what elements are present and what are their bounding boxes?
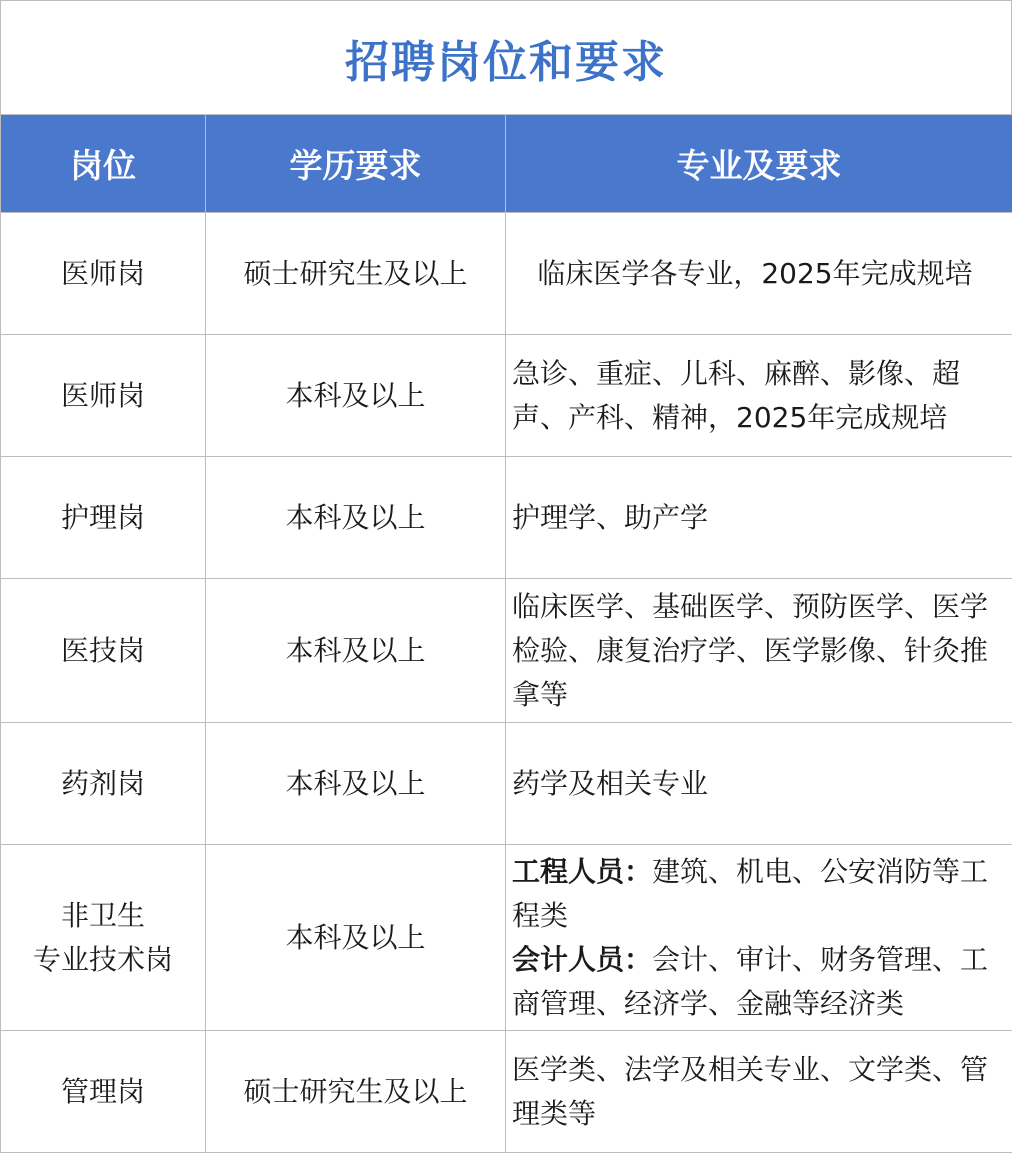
major-cell [506,845,1012,1031]
major-cell: 药学及相关专业 [506,723,1012,845]
education-cell: 本科及以上 [206,579,506,723]
engineering-requirement [512,850,998,938]
post-cell: 护理岗 [1,457,206,579]
header-education: 学历要求 [206,115,506,213]
education-cell: 硕士研究生及以上 [206,1031,506,1153]
post-line: 非卫生 [2,894,204,938]
recruitment-table [0,114,1012,1153]
education-cell: 本科及以上 [206,457,506,579]
post-cell [1,845,206,1031]
engineering-text: 建筑、机电、公安消防等工程类 [512,855,988,932]
post-cell: 药剂岗 [1,723,206,845]
table-row [1,845,1012,1031]
header-post: 岗位 [1,115,206,213]
table-row [1,1031,1012,1153]
header-major: 专业及要求 [506,115,1012,213]
major-cell: 临床医学各专业，2025年完成规培 [506,213,1012,335]
accounting-text: 会计、审计、财务管理、工商管理、经济学、金融等经济类 [512,943,988,1020]
table-header [1,115,1012,213]
title-bar [0,0,1012,114]
education-cell: 本科及以上 [206,845,506,1031]
table-row [1,335,1012,457]
post-cell: 管理岗 [1,1031,206,1153]
major-cell: 医学类、法学及相关专业、文学类、管理类等 [506,1031,1012,1153]
major-cell: 急诊、重症、儿科、麻醉、影像、超声、产科、精神，2025年完成规培 [506,335,1012,457]
engineering-label: 工程人员： [512,855,652,888]
table-row [1,213,1012,335]
major-cell: 护理学、助产学 [506,457,1012,579]
table-row [1,579,1012,723]
accounting-requirement [512,938,998,1026]
post-cell: 医师岗 [1,213,206,335]
accounting-label: 会计人员： [512,943,652,976]
education-cell: 硕士研究生及以上 [206,213,506,335]
table-body [1,213,1012,1153]
header-row [1,115,1012,213]
table-row [1,723,1012,845]
education-cell: 本科及以上 [206,723,506,845]
post-cell: 医技岗 [1,579,206,723]
page-title: 招聘岗位和要求 [345,26,667,90]
post-line: 专业技术岗 [2,938,204,982]
major-cell: 临床医学、基础医学、预防医学、医学检验、康复治疗学、医学影像、针灸推拿等 [506,579,1012,723]
table-row [1,457,1012,579]
education-cell: 本科及以上 [206,335,506,457]
post-cell: 医师岗 [1,335,206,457]
